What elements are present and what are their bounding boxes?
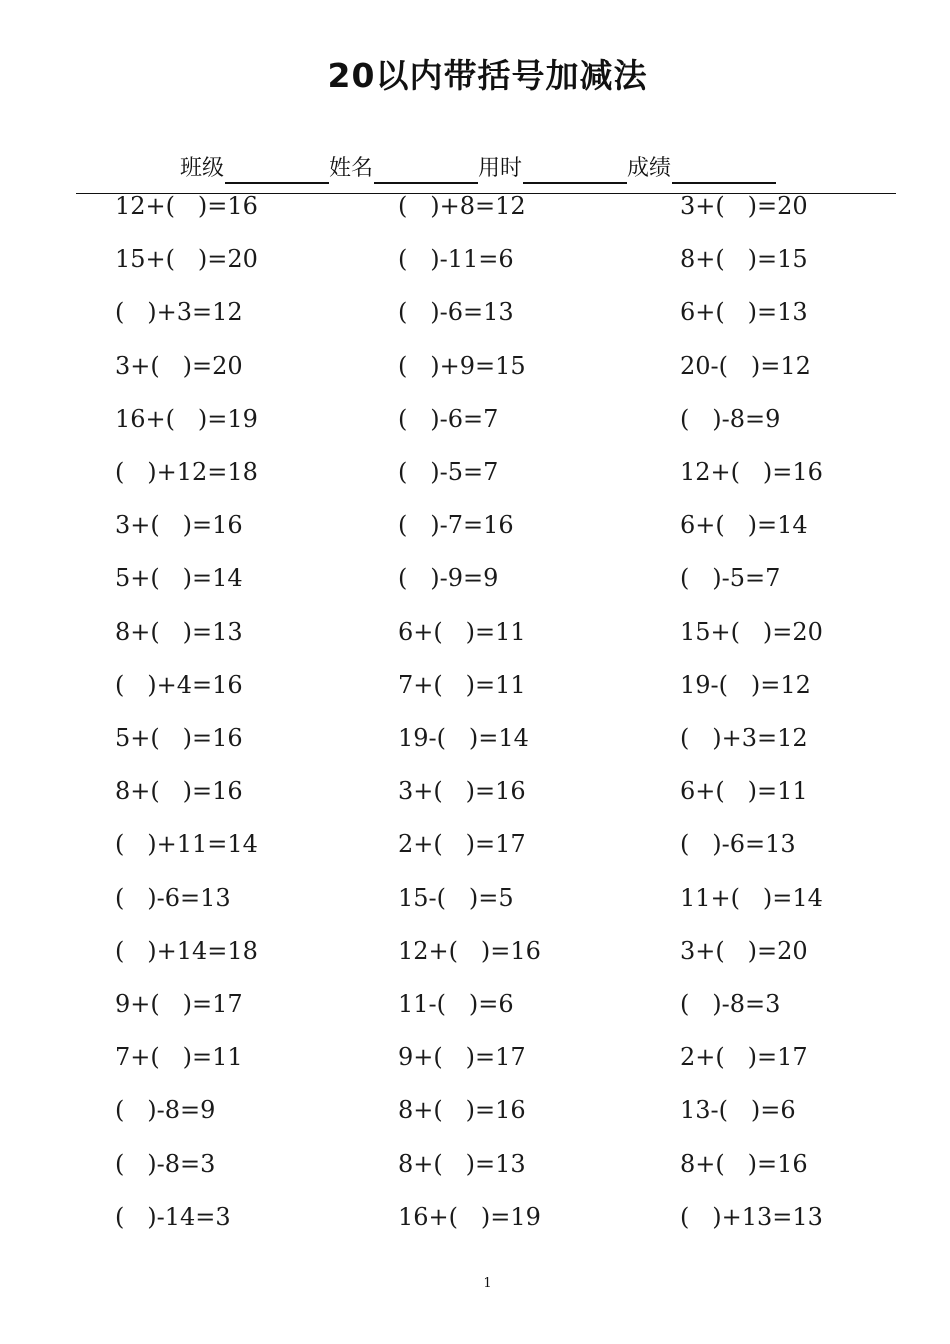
- math-problem: ( )+8=12: [398, 192, 526, 220]
- math-problem: ( )-6=13: [680, 830, 796, 859]
- class-field: [180, 152, 329, 184]
- math-problem: 3+( )=20: [680, 936, 808, 965]
- math-problem: 16+( )=19: [115, 404, 258, 433]
- math-problem: ( )+3=12: [115, 298, 243, 327]
- math-problem: ( )-5=7: [680, 564, 781, 593]
- math-problem: 8+( )=13: [398, 1149, 526, 1178]
- math-problem: 9+( )=17: [115, 990, 243, 1018]
- math-problem: 19-( )=14: [398, 724, 529, 752]
- math-problem: 6+( )=11: [398, 617, 526, 646]
- math-problem: ( )-5=7: [398, 458, 499, 486]
- math-problem: 15-( )=5: [398, 883, 514, 912]
- math-problem: 11-( )=6: [398, 990, 514, 1018]
- name-blank: [374, 152, 478, 184]
- math-problem: 8+( )=16: [398, 1096, 526, 1125]
- math-problem: ( )-6=13: [398, 298, 514, 327]
- math-problem: 12+( )=16: [398, 936, 541, 965]
- math-problem: 12+( )=16: [115, 192, 258, 220]
- math-problem: 3+( )=16: [398, 777, 526, 806]
- time-used-field: [478, 152, 627, 184]
- class-label: 班级: [180, 156, 225, 181]
- math-problem: 7+( )=11: [115, 1043, 243, 1072]
- math-problem: ( )-11=6: [398, 245, 514, 274]
- student-info-row: [180, 148, 776, 184]
- math-problem: ( )-9=9: [398, 564, 499, 593]
- math-problem: 15+( )=20: [115, 245, 258, 274]
- math-problem: 3+( )=20: [115, 351, 243, 380]
- score-blank: [672, 152, 776, 184]
- time-used-label: 用时: [478, 156, 523, 181]
- math-problem: 6+( )=13: [680, 298, 808, 327]
- math-problem: 7+( )=11: [398, 670, 526, 699]
- math-problem: 2+( )=17: [398, 830, 526, 859]
- math-problem: ( )-8=9: [115, 1096, 216, 1125]
- class-blank: [225, 152, 329, 184]
- math-problem: 8+( )=16: [680, 1149, 808, 1178]
- time-used-blank: [523, 152, 627, 184]
- math-problem: 8+( )=15: [680, 245, 808, 274]
- math-problem: 6+( )=11: [680, 777, 808, 806]
- math-problem: 15+( )=20: [680, 617, 823, 646]
- math-problem: ( )-8=3: [115, 1149, 216, 1178]
- math-problem: 8+( )=16: [115, 777, 243, 806]
- score-field: [627, 152, 776, 184]
- math-problem: 20-( )=12: [680, 351, 811, 380]
- score-label: 成绩: [627, 156, 672, 181]
- math-problem: ( )-6=13: [115, 883, 231, 912]
- math-problem: 9+( )=17: [398, 1043, 526, 1072]
- math-problem: ( )+12=18: [115, 458, 258, 486]
- math-problem: 13-( )=6: [680, 1096, 796, 1125]
- math-problem: 11+( )=14: [680, 883, 823, 912]
- math-problem: 8+( )=13: [115, 617, 243, 646]
- math-problem: ( )+9=15: [398, 351, 526, 380]
- math-problem: 3+( )=20: [680, 192, 808, 220]
- math-problem: 6+( )=14: [680, 511, 808, 540]
- math-problem: ( )+14=18: [115, 936, 258, 965]
- math-problem: 3+( )=16: [115, 511, 243, 540]
- math-problem: 19-( )=12: [680, 670, 811, 699]
- math-problem: ( )-8=3: [680, 990, 781, 1018]
- math-problem: 16+( )=19: [398, 1202, 541, 1231]
- math-problem: ( )-7=16: [398, 511, 514, 540]
- math-problem: 5+( )=16: [115, 724, 243, 752]
- math-problem: ( )-8=9: [680, 404, 781, 433]
- math-problem: 2+( )=17: [680, 1043, 808, 1072]
- math-problem: ( )-6=7: [398, 404, 499, 433]
- math-problem: ( )+3=12: [680, 724, 808, 752]
- page-number: 1: [483, 1276, 492, 1291]
- math-problem: ( )+13=13: [680, 1202, 823, 1231]
- worksheet-title: 20以内带括号加减法: [327, 56, 648, 95]
- math-problem: 5+( )=14: [115, 564, 243, 593]
- name-field: [329, 152, 478, 184]
- name-label: 姓名: [329, 156, 374, 181]
- math-problem: ( )+11=14: [115, 830, 258, 859]
- math-problem: ( )-14=3: [115, 1202, 231, 1231]
- math-problem: ( )+4=16: [115, 670, 243, 699]
- math-problem: 12+( )=16: [680, 458, 823, 486]
